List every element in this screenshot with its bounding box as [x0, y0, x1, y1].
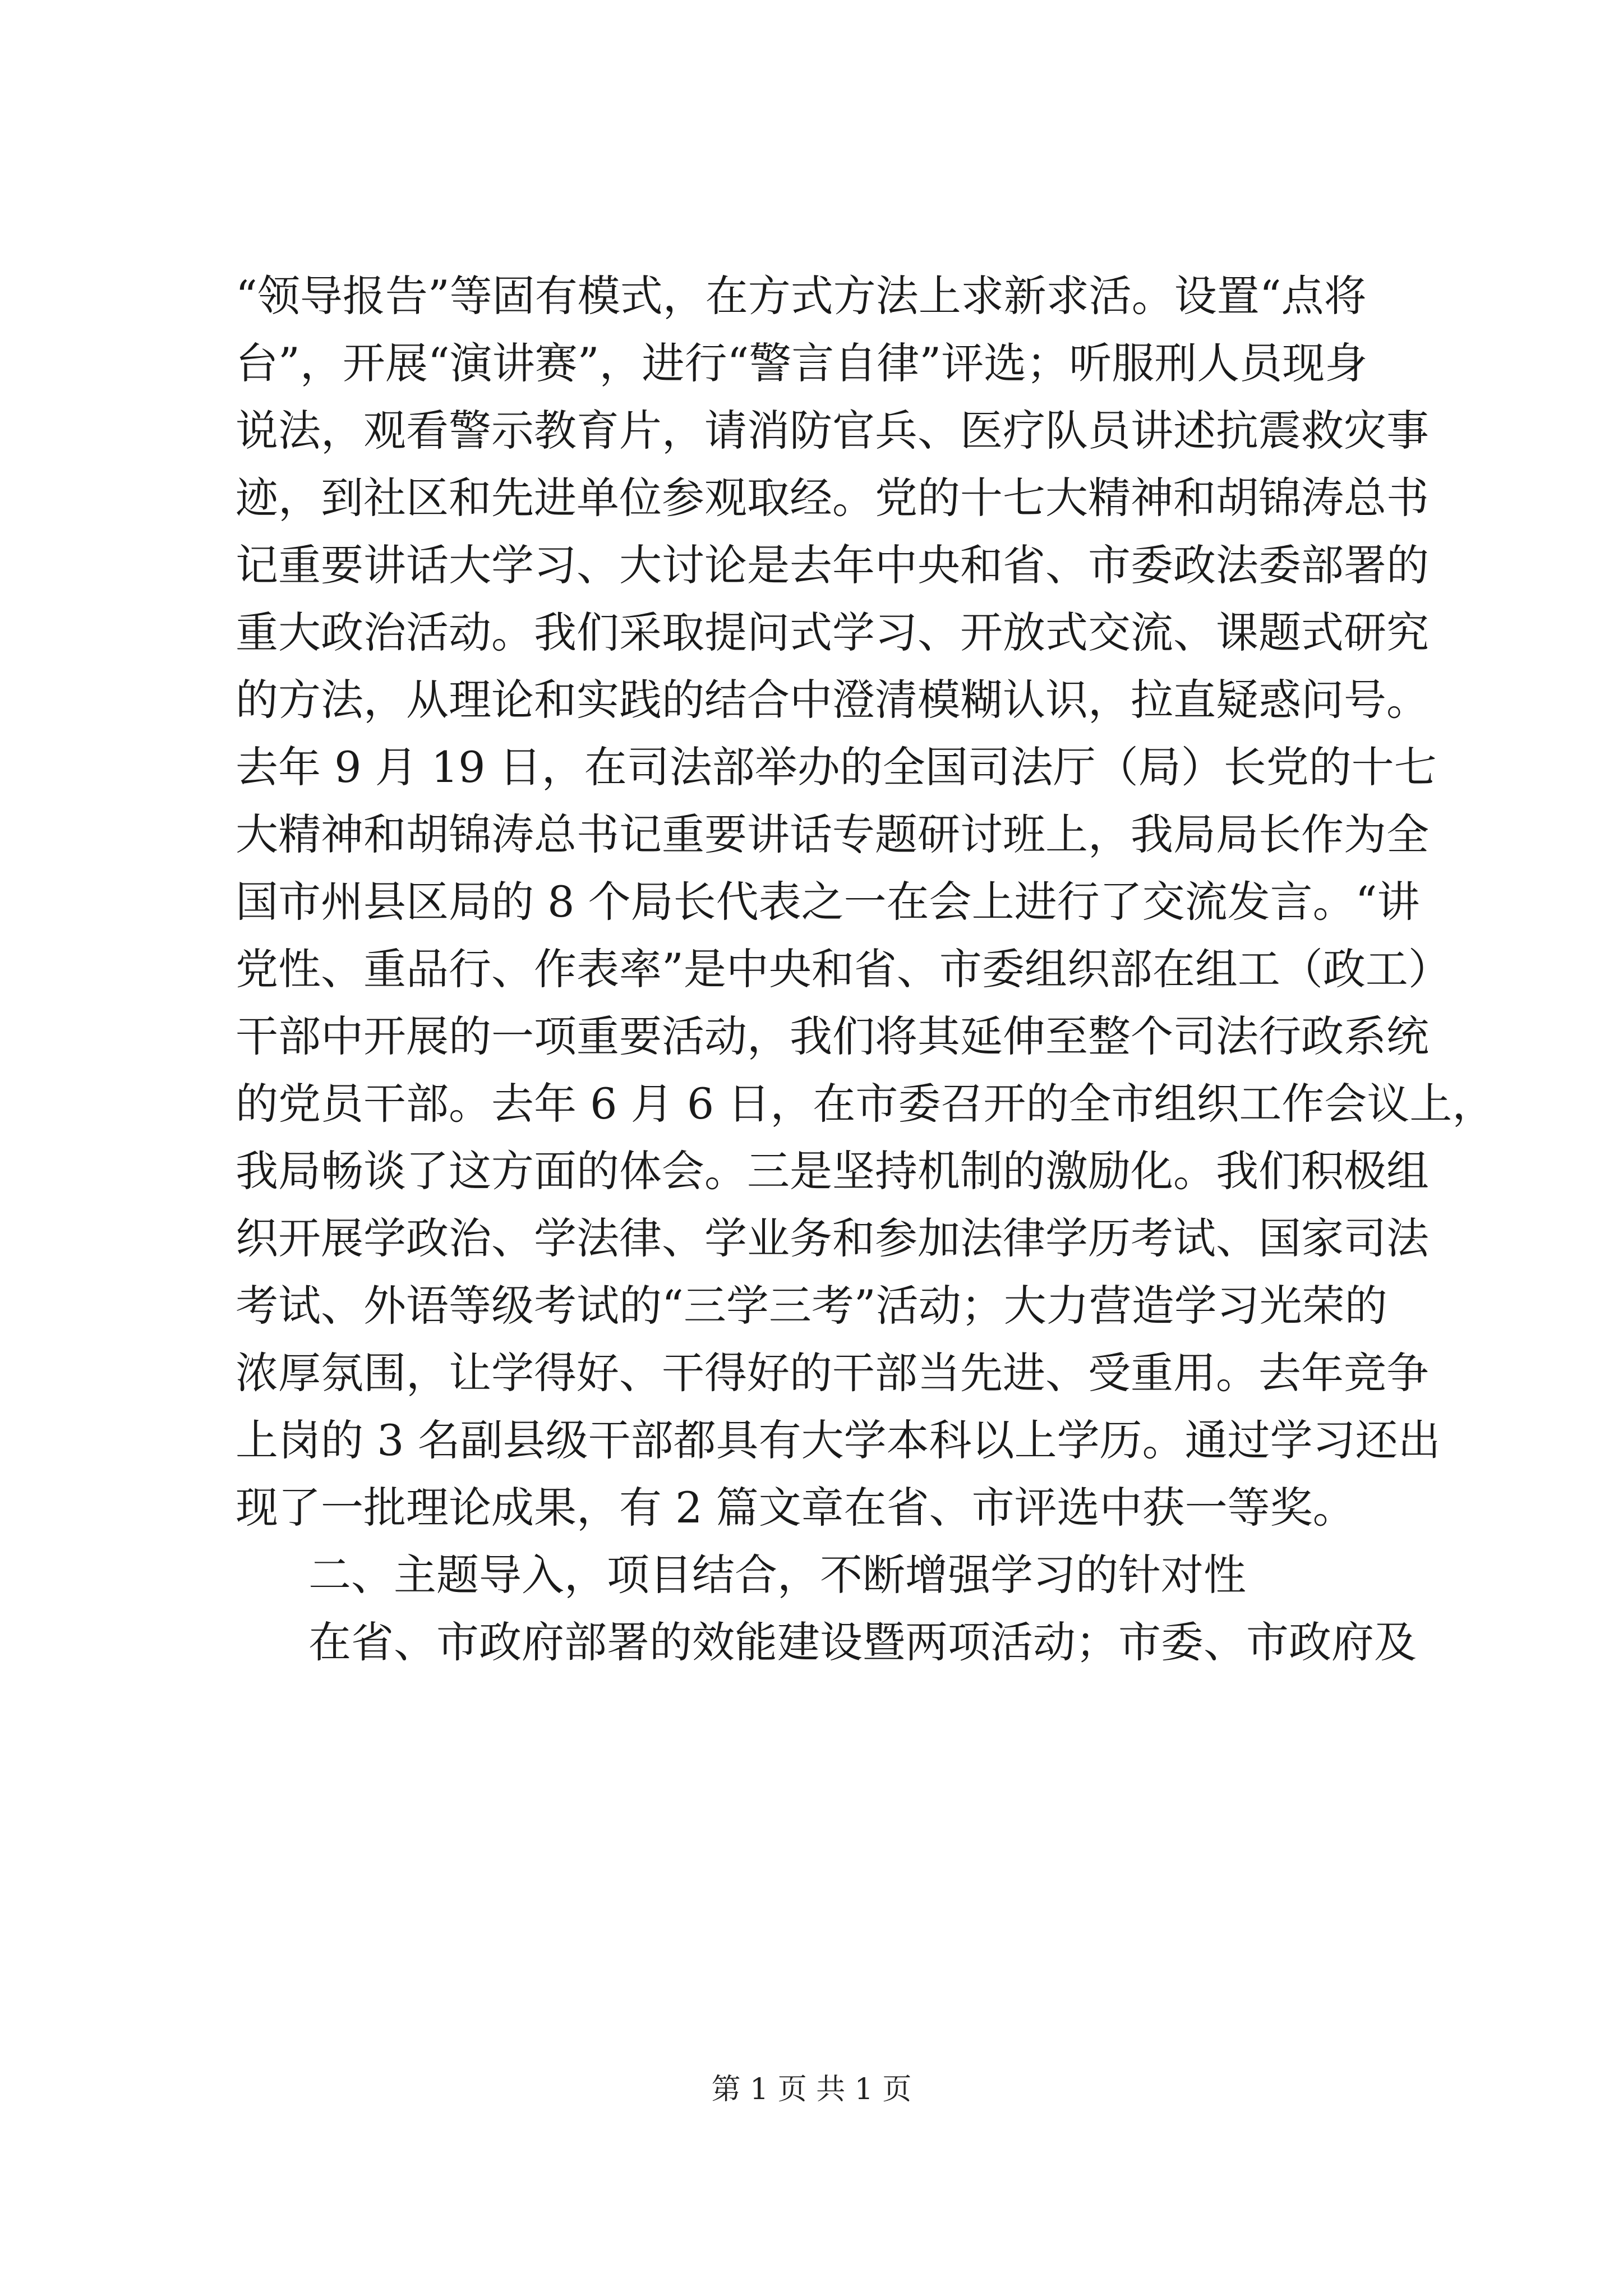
text-line: 浓厚氛围，让学得好、干得好的干部当先进、受重用。去年竞争 [236, 1348, 1429, 1398]
text-line: 台”，开展“演讲赛”，进行“警言自律”评选；听服刑人员现身 [236, 338, 1368, 388]
text-line: 国市州县区局的 8 个局长代表之一在会上进行了交流发言。“讲 [236, 877, 1420, 927]
text-line: 织开展学政治、学法律、学业务和参加法律学历考试、国家司法 [236, 1213, 1429, 1263]
paragraph-start-line: 在省、市政府部署的效能建设暨两项活动；市委、市政府及 [308, 1617, 1417, 1667]
text-line: 上岗的 3 名副县级干部都具有大学本科以上学历。通过学习还出 [236, 1415, 1441, 1465]
text-line: “领导报告”等固有模式，在方式方法上求新求活。设置“点将 [236, 271, 1367, 321]
text-line: 考试、外语等级考试的“三学三考”活动；大力营造学习光荣的 [236, 1281, 1387, 1331]
text-line: 去年 9 月 19 日，在司法部举办的全国司法厅（局）长党的十七 [236, 742, 1437, 792]
text-line: 干部中开展的一项重要活动，我们将其延伸至整个司法行政系统 [236, 1011, 1429, 1061]
text-line: 我局畅谈了这方面的体会。三是坚持机制的激励化。我们积极组 [236, 1146, 1429, 1196]
text-line: 说法，观看警示教育片，请消防官兵、医疗队员讲述抗震救灾事 [236, 406, 1429, 455]
text-line: 记重要讲话大学习、大讨论是去年中央和省、市委政法委部署的 [236, 540, 1429, 590]
text-line: 大精神和胡锦涛总书记重要讲话专题研讨班上，我局局长作为全 [236, 809, 1429, 859]
text-line: 迹，到社区和先进单位参观取经。党的十七大精神和胡锦涛总书 [236, 473, 1429, 523]
text-line: 的党员干部。去年 6 月 6 日，在市委召开的全市组织工作会议上， [236, 1079, 1495, 1129]
text-line: 现了一批理论成果，有 2 篇文章在省、市评选中获一等奖。 [236, 1483, 1355, 1533]
text-line: 的方法，从理论和实践的结合中澄清模糊认识，拉直疑惑问号。 [236, 675, 1429, 725]
text-line: 党性、重品行、作表率”是中央和省、市委组织部在组工（政工） [236, 944, 1451, 994]
section-heading: 二、主题导入，项目结合，不断增强学习的针对性 [308, 1550, 1246, 1600]
text-line: 重大政治活动。我们采取提问式学习、开放式交流、课题式研究 [236, 608, 1429, 657]
page-footer: 第 1 页 共 1 页 [711, 2073, 912, 2106]
